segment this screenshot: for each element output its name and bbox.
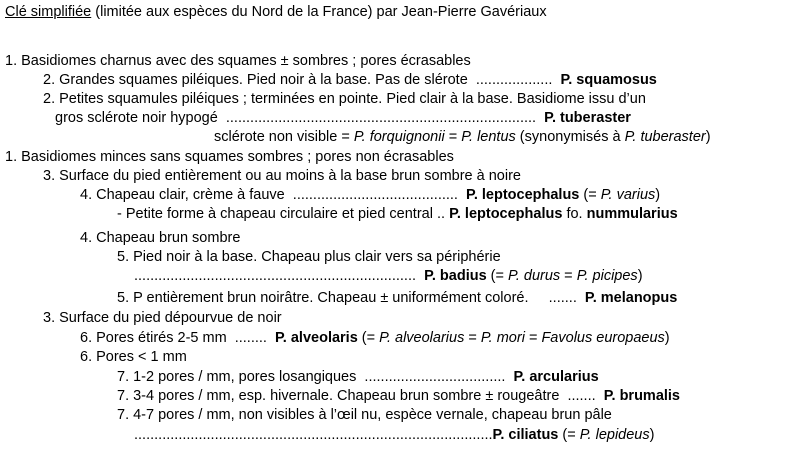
synonym-name: P. tuberaster — [624, 129, 706, 145]
taxon-name: P. squamosus — [560, 72, 657, 88]
key-line-11 — [117, 248, 501, 267]
taxon-name: P. leptocephalus — [449, 206, 563, 222]
key-line-7 — [43, 167, 521, 186]
synonym-name: P. mori — [480, 330, 525, 346]
key-line-10 — [80, 229, 240, 248]
key-text: ) — [649, 427, 655, 443]
key-text: = — [464, 330, 481, 346]
key-text: 3. Surface du pied entièrement ou au moins à la base brun sombre à noire — [43, 168, 521, 184]
key-text: 4. Chapeau clair, crème à fauve ......................................... — [80, 187, 467, 203]
key-text: ) — [664, 330, 670, 346]
key-text: 7. 3-4 pores / mm, esp. hivernale. Chapeau brun sombre ± rougeâtre ....... — [117, 388, 604, 404]
key-line-5 — [214, 128, 711, 147]
key-text: - Petite forme à chapeau circulaire et pied central .. — [117, 206, 450, 222]
key-line-1 — [5, 52, 471, 71]
key-line-3 — [43, 90, 646, 109]
key-text: 2. Grandes squames piléiques. Pied noir à la base. Pas de slérote ................... — [43, 72, 561, 88]
key-line-9 — [117, 205, 678, 224]
key-line-15 — [80, 329, 670, 348]
key-text: sclérote non visible = — [214, 129, 354, 145]
key-line-13 — [117, 289, 677, 308]
key-text: ...................................................................... — [134, 268, 425, 284]
taxon-form: nummularius — [586, 206, 678, 222]
key-text: (synonymisés à — [515, 129, 625, 145]
key-text: ) — [655, 187, 661, 203]
key-text: 7. 4-7 pores / mm, non visibles à l’œil nu, espèce vernale, chapeau brun pâle — [117, 407, 612, 423]
key-line-6 — [5, 148, 454, 167]
taxon-name: P. ciliatus — [492, 427, 559, 443]
synonym-name: P. varius — [600, 187, 656, 203]
taxon-name: P. tuberaster — [544, 110, 631, 126]
synonym-name: P. lentus — [461, 129, 516, 145]
key-text: 2. Petites squamules piléiques ; terminées en pointe. Pied clair à la base. Basidiome issu d’un — [43, 91, 646, 107]
key-text: 1. Basidiomes minces sans squames sombres ; pores non écrasables — [5, 149, 454, 165]
key-text: 7. 1-2 pores / mm, pores losangiques ................................... — [117, 369, 514, 385]
key-line-16 — [80, 348, 187, 367]
key-text: (= — [579, 187, 601, 203]
key-text: = — [444, 129, 462, 145]
header-subtitle: (limitée aux espèces du Nord de la France) par Jean-Pierre Gavériaux — [91, 4, 547, 20]
key-text: 6. Pores < 1 mm — [80, 349, 187, 365]
key-line-14 — [43, 309, 282, 328]
key-text: (= — [357, 330, 380, 346]
key-text: gros sclérote noir hypogé ............................................................................. — [55, 110, 545, 126]
synonym-name: P. forquignonii — [353, 129, 445, 145]
key-text: (= — [558, 427, 580, 443]
key-line-12 — [134, 267, 643, 286]
key-text: 4. Chapeau brun sombre — [80, 230, 241, 246]
key-text: fo. — [562, 206, 587, 222]
taxon-name: P. brumalis — [603, 388, 680, 404]
synonym-name: P. lepideus — [579, 427, 650, 443]
taxon-name: P. arcularius — [513, 369, 599, 385]
key-text: ......................................................................................... — [134, 427, 493, 443]
taxon-name: P. leptocephalus — [466, 187, 580, 203]
synonym-name: P. alveolarius — [379, 330, 465, 346]
taxon-name: P. badius — [424, 268, 487, 284]
key-text: 6. Pores étirés 2-5 mm ........ — [80, 330, 275, 346]
key-line-2 — [43, 71, 657, 90]
key-line-8 — [80, 186, 660, 205]
key-text: 1. Basidiomes charnus avec des squames ± sombres ; pores écrasables — [5, 53, 471, 69]
taxon-name: P. alveolaris — [275, 330, 358, 346]
key-text: ) — [637, 268, 643, 284]
header-title: Clé simplifiée — [5, 4, 92, 20]
key-text: 3. Surface du pied dépourvue de noir — [43, 310, 282, 326]
key-text: 5. Pied noir à la base. Chapeau plus clair vers sa périphérie — [117, 249, 501, 265]
key-line-4 — [55, 109, 631, 128]
key-line-18 — [117, 387, 680, 406]
key-line-17 — [117, 368, 599, 387]
key-text: (= — [486, 268, 509, 284]
synonym-name: P. picipes — [576, 268, 638, 284]
key-line-19 — [117, 406, 612, 425]
synonym-name: Favolus europaeus — [541, 330, 665, 346]
synonym-name: P. durus — [508, 268, 561, 284]
key-text: = — [560, 268, 577, 284]
taxon-name: P. melanopus — [584, 290, 678, 306]
key-text: = — [524, 330, 542, 346]
key-text: ) — [705, 129, 711, 145]
key-line-20 — [134, 426, 654, 445]
key-text: 5. P entièrement brun noirâtre. Chapeau ± uniformément coloré. ....... — [117, 290, 585, 306]
document-header — [5, 3, 547, 22]
